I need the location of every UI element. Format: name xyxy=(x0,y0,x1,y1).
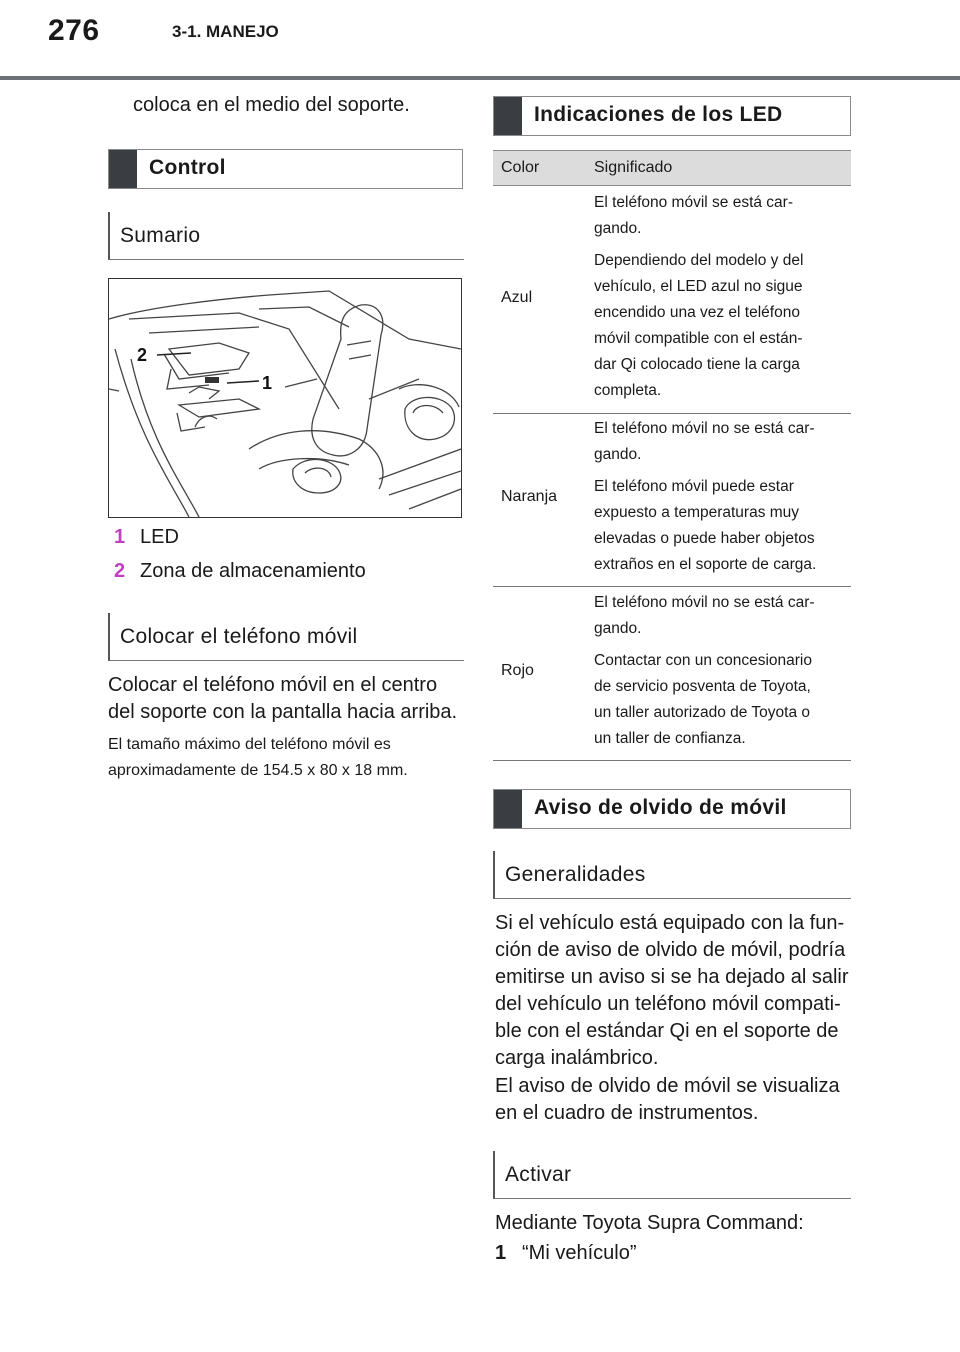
callout-label: LED xyxy=(140,526,179,548)
cell-line: Contactar con un concesionario xyxy=(594,652,812,669)
cell-line: móvil compatible con el están- xyxy=(594,330,803,347)
callout-number: 2 xyxy=(114,560,126,582)
callout-label: Zona de almacenamiento xyxy=(140,560,366,582)
note-line: aproximadamente de 154.5 x 80 x 18 mm. xyxy=(108,762,408,779)
table-cell-color: Rojo xyxy=(501,662,534,679)
subheading-label: Activar xyxy=(505,1163,572,1186)
paragraph-line: Colocar el teléfono móvil en el centro xyxy=(108,674,438,696)
subheading-label: Generalidades xyxy=(505,863,646,886)
callout-number: 1 xyxy=(114,526,126,548)
colocar-paragraph xyxy=(108,672,468,726)
paragraph-line: del vehículo un teléfono móvil compati- xyxy=(495,993,841,1015)
callout-line-2 xyxy=(157,353,191,355)
cell-line: gando. xyxy=(594,620,642,637)
cell-line: vehículo, el LED azul no sigue xyxy=(594,278,803,295)
paragraph-line: El aviso de olvido de móvil se visualiza xyxy=(495,1075,840,1097)
size-note xyxy=(108,732,468,784)
paragraph-line: Si el vehículo está equipado con la fun- xyxy=(495,912,845,934)
callout-item xyxy=(114,524,179,551)
subheading-colocar xyxy=(108,613,464,661)
paragraph-line: en el cuadro de instrumentos. xyxy=(495,1102,759,1124)
table-cell-color: Naranja xyxy=(501,488,558,505)
figure-label-2: 2 xyxy=(137,345,148,365)
led-indicator xyxy=(205,377,219,383)
heading-bar xyxy=(494,97,522,135)
heading-label: Aviso de olvido de móvil xyxy=(534,796,787,819)
cell-line: Dependiendo del modelo y del xyxy=(594,252,804,269)
callout-item xyxy=(114,558,366,585)
cell-line: completa. xyxy=(594,382,662,399)
paragraph-line: carga inalámbrico. xyxy=(495,1047,659,1069)
cell-line: un taller de confianza. xyxy=(594,730,746,747)
table-cell-meaning xyxy=(594,590,852,752)
charging-tray-illustration xyxy=(108,278,462,518)
mediante-text: Mediante Toyota Supra Command: xyxy=(495,1212,804,1234)
table-cell-color: Azul xyxy=(501,289,533,306)
section-heading-aviso xyxy=(493,789,851,829)
cell-line: El teléfono móvil puede estar xyxy=(594,478,794,495)
paragraph-line: del soporte con la pantalla hacia arriba. xyxy=(108,701,458,723)
step-label: “Mi vehículo” xyxy=(522,1242,637,1264)
cell-line: gando. xyxy=(594,220,642,237)
heading-bar xyxy=(109,150,137,188)
chapter-title: 3-1. MANEJO xyxy=(172,22,279,41)
heading-label: Indicaciones de los LED xyxy=(534,103,783,126)
cell-line: El teléfono móvil no se está car- xyxy=(594,594,815,611)
table-cell-meaning xyxy=(594,190,852,404)
header-rule xyxy=(0,76,960,80)
step-item xyxy=(495,1240,637,1267)
cell-line: elevadas o puede haber objetos xyxy=(594,530,815,547)
column-header-meaning: Significado xyxy=(594,159,673,176)
section-heading-led xyxy=(493,96,851,136)
cell-line: El teléfono móvil se está car- xyxy=(594,194,794,211)
column-header-color: Color xyxy=(501,159,540,176)
page-number: 276 xyxy=(48,14,100,47)
heading-label: Control xyxy=(149,156,226,179)
cell-line: gando. xyxy=(594,446,642,463)
cell-line: de servicio posventa de Toyota, xyxy=(594,678,811,695)
table-row-divider xyxy=(493,413,851,414)
visualiza-paragraph xyxy=(495,1073,855,1127)
section-heading-control xyxy=(108,149,463,189)
table-bottom-rule xyxy=(493,760,851,761)
note-line: El tamaño máximo del teléfono móvil es xyxy=(108,736,391,753)
subheading-sumario xyxy=(108,212,464,260)
paragraph-line: ción de aviso de olvido de móvil, podría xyxy=(495,939,846,961)
figure-label-1: 1 xyxy=(262,373,273,393)
led-table-header xyxy=(493,150,851,186)
cell-line: un taller autorizado de Toyota o xyxy=(594,704,811,721)
callout-line-1 xyxy=(227,381,259,383)
subheading-label: Colocar el teléfono móvil xyxy=(120,625,358,648)
cell-line: expuesto a temperaturas muy xyxy=(594,504,800,521)
table-cell-meaning xyxy=(594,416,852,578)
cell-line: extraños en el soporte de carga. xyxy=(594,556,817,573)
cell-line: dar Qi colocado tiene la carga xyxy=(594,356,800,373)
console-drawing xyxy=(109,279,461,517)
generalidades-paragraph xyxy=(495,910,855,1072)
cell-line: encendido una vez el teléfono xyxy=(594,304,800,321)
paragraph-line: emitirse un aviso si se ha dejado al salir xyxy=(495,966,849,988)
step-number: 1 xyxy=(495,1242,507,1264)
subheading-label: Sumario xyxy=(120,224,201,247)
heading-bar xyxy=(494,790,522,828)
subheading-activar xyxy=(493,1151,851,1199)
paragraph-line: ble con el estándar Qi en el soporte de xyxy=(495,1020,839,1042)
subheading-generalidades xyxy=(493,851,851,899)
continuation-text: coloca en el medio del soporte. xyxy=(133,94,410,116)
table-row-divider xyxy=(493,586,851,587)
cell-line: El teléfono móvil no se está car- xyxy=(594,420,815,437)
